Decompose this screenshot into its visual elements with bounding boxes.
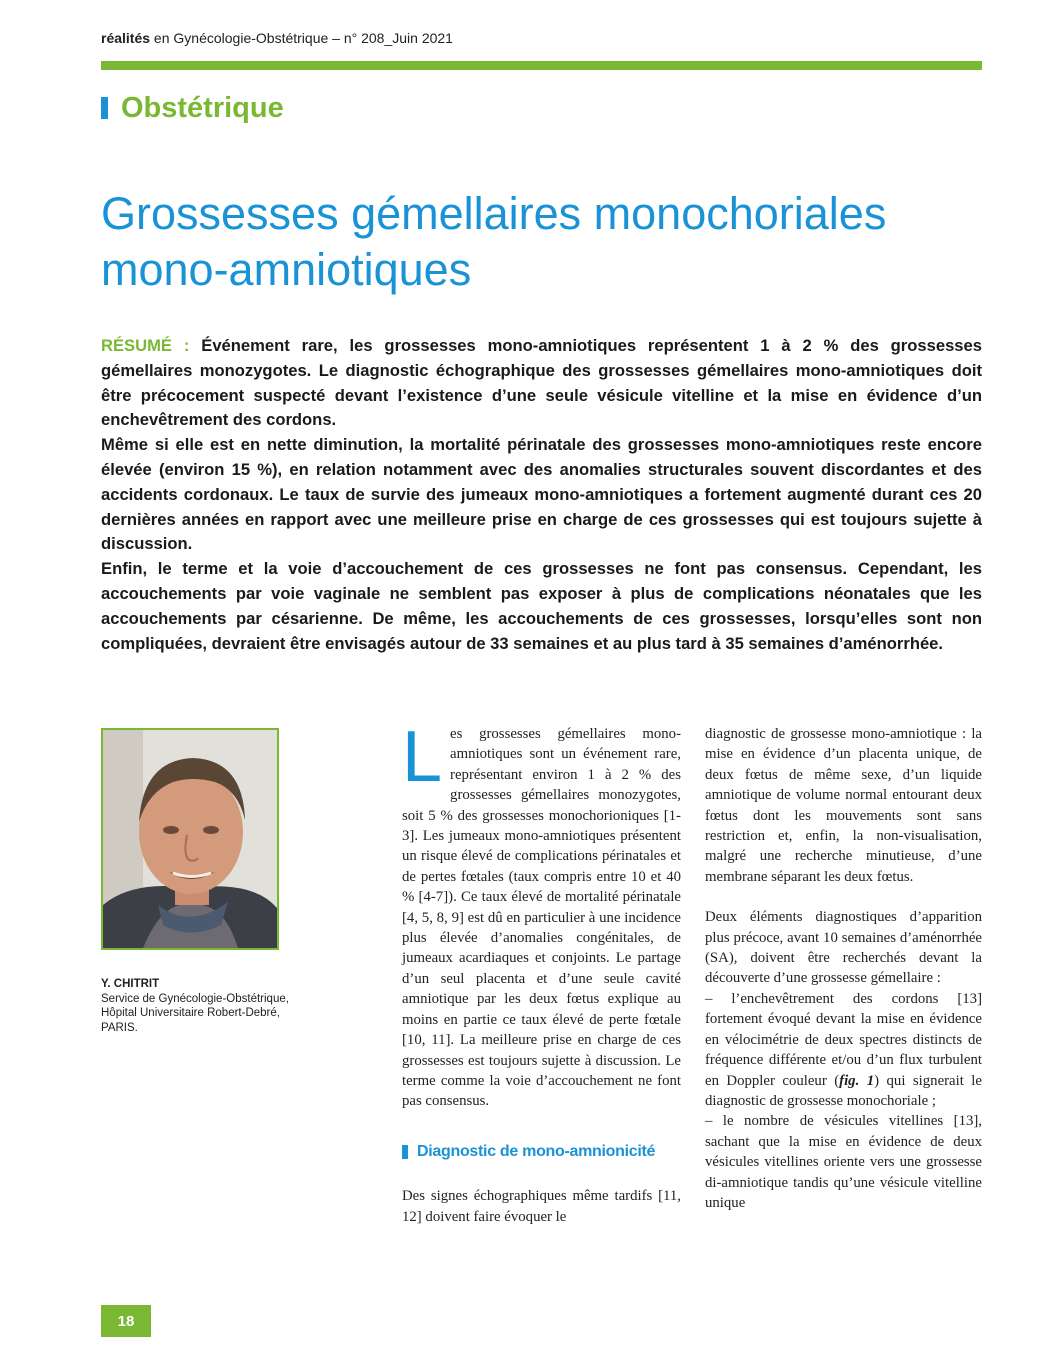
author-name: Y. CHITRIT — [101, 978, 160, 990]
journal-issue: en Gynécologie-Obstétrique – n° 208_Juin 2021 — [150, 30, 453, 46]
body-paragraph: Deux éléments diagnostiques d’apparition plus précoce, avant 10 semaines d’aménorrhée (SA), doivent être recherchés devant la découverte d’une grossesse gémellaire : — [705, 909, 982, 987]
abstract-paragraph-1: RÉSUMÉ : Événement rare, les grossesses mono-amniotiques représentent 1 à 2 % des grossesses gémellaires monozygotes. Le diagnostic échographique des grossesses gémellaires mono-amniotiques doit être précocement suspecté devant l’existence d’une seule vésicule vitelline et la mise en évidence d’un enchevêtrement des cordons. — [101, 336, 982, 430]
journal-brand: réalités — [101, 30, 151, 46]
abstract — [101, 334, 982, 656]
body-column-1 — [402, 717, 681, 1227]
section-label: Obstétrique — [121, 91, 284, 124]
body-paragraph: Les grossesses gémellaires mono-amniotiques sont un événement rare, représentant environ 1 à 2 % des grossesses gémellaires monozygotes, soit 5 % des grossesses monochorioniques [1-3]. Les jumeaux mono-amniotiques présentent un risque élevé de complications périnatales et de pertes fœtales (taux compris entre 10 et 40 % [4-7]). Ce taux élevé de mortalité périnatale [4, 5, 8, 9] est dû en particulier à une incidence plus élevée d’anomalies congénitales, de jumeaux acardiaques et conjoints. Le partage d’un seul placenta et d’une seule cavité amniotique par les deux fœtus explique au moins en partie ce taux élevé de perte fœtale [10, 11]. La meilleure prise en charge de ces grossesses est toujours sujette à discussion. Le terme comme la voie d’accouchement ne font pas consensus. — [402, 717, 681, 1110]
subsection-marker — [402, 1145, 408, 1159]
author-affiliation-1: Service de Gynécologie-Obstétrique, — [101, 992, 289, 1005]
section-heading — [101, 92, 284, 124]
author-portrait-illustration — [103, 730, 277, 948]
author-photo — [101, 728, 279, 950]
abstract-paragraph-3: Enfin, le terme et la voie d’accouchement de ces grossesses ne font pas consensus. Cependant, les accouchements par voie vaginale ne semblent pas exposer à plus de complications néonatales que les accouchements par césarienne. De même, les accouchements de ces grossesses, lorsqu’elles sont non compliquées, devraient être envisagés autour de 33 semaines et au plus tard à 35 semaines d’aménorrhée. — [101, 559, 982, 653]
list-item: – l’enchevêtrement des cordons [13] fortement évoqué devant la mise en évidence en vélocimétrie de deux spectres distincts de fréquence différente et/ou d’un flux turbulent en Doppler couleur (fig. 1) qui signerait le diagnostic de grossesse monochoriale ; — [705, 990, 982, 1109]
article-title: Grossesses gémellaires monochoriales mono-amniotiques — [101, 188, 887, 295]
author-block — [101, 977, 331, 1035]
abstract-paragraph-2: Même si elle est en nette diminution, la mortalité périnatale des grossesses mono-amniotiques reste encore élevée (environ 15 %), en relation notamment avec des anomalies structurales souvent discordantes et des accidents cordonaux. Le taux de survie des jumeaux mono-amniotiques a fortement augmenté durant ces 20 dernières années en rapport avec une meilleure prise en charge de ces grossesses qui est toujours sujette à discussion. — [101, 435, 982, 554]
top-rule — [101, 61, 982, 70]
section-marker — [101, 97, 108, 119]
body-paragraph: diagnostic de grossesse mono-amniotique : la mise en évidence d’un placenta unique, de deux fœtus de même sexe, d’un liquide amniotique de volume normal entourant deux fœtus dont les mouvements sont sans restriction et, enfin, la non-visualisation, malgré une recherche minutieuse, d’une membrane séparant les deux fœtus. — [705, 726, 982, 885]
drop-cap: L — [402, 717, 443, 797]
abstract-label: RÉSUMÉ : — [101, 336, 190, 355]
subsection-label: Diagnostic de mono-amnionicité — [417, 1142, 656, 1160]
journal-header — [101, 30, 453, 46]
author-affiliation-2: Hôpital Universitaire Robert-Debré, — [101, 1007, 280, 1019]
body-column-2 — [705, 724, 982, 1213]
page-number: 18 — [101, 1305, 151, 1337]
body-paragraph: Des signes échographiques même tardifs [11, 12] doivent faire évoquer le — [402, 1188, 681, 1225]
author-affiliation-3: PARIS. — [101, 1021, 138, 1034]
figure-reference[interactable]: fig. 1 — [839, 1072, 875, 1089]
subsection-heading — [402, 1142, 681, 1162]
list-item: – le nombre de vésicules vitellines [13], sachant que la mise en évidence de deux vésicules vitellines oriente vers une grossesse di-amniotique tandis qu’une vésicule vitelline unique — [705, 1113, 982, 1211]
